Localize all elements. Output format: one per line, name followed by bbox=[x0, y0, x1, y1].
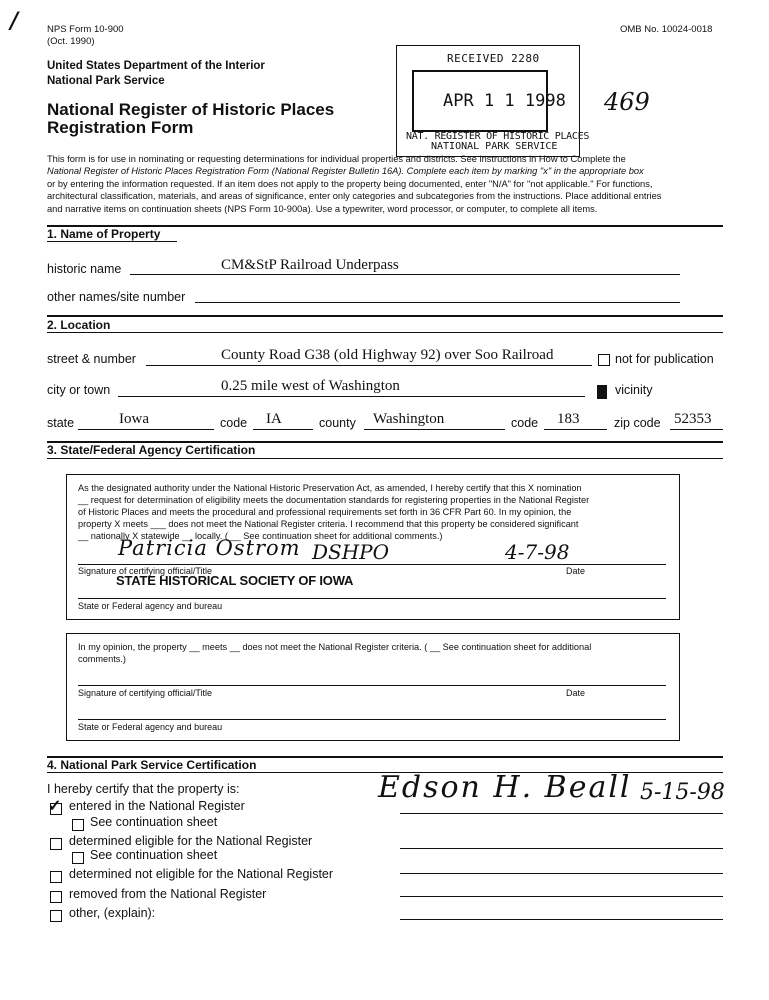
shpo-signature: Patricia Ostrom bbox=[118, 536, 301, 560]
checkmark-icon: ✓ bbox=[48, 798, 62, 815]
historic-name-value[interactable]: CM&StP Railroad Underpass bbox=[221, 257, 399, 273]
handwritten-number: 469 bbox=[604, 88, 650, 116]
agency-line[interactable] bbox=[78, 719, 666, 720]
city-line bbox=[118, 396, 585, 397]
certification-text bbox=[78, 482, 668, 542]
signature-line[interactable] bbox=[78, 564, 666, 565]
state-label: state bbox=[47, 416, 75, 430]
cert-line: of Historic Places and meets the procedural and professional requirements set forth in 36 CFR Part 60. In my opinion, the bbox=[78, 507, 572, 517]
form-date: (Oct. 1990) bbox=[47, 36, 95, 47]
option-line[interactable] bbox=[400, 848, 723, 849]
corner-mark: / bbox=[10, 8, 19, 34]
state-code-value[interactable]: IA bbox=[266, 411, 282, 427]
received-label: RECEIVED 2280 bbox=[447, 52, 540, 65]
county-label: county bbox=[319, 416, 356, 430]
option-not-eligible: determined not eligible for the National Register bbox=[69, 867, 334, 881]
cert-line: __ nationally X statewide __ locally. ( __ See continuation sheet for additional comments.) bbox=[78, 531, 443, 541]
state-code-line bbox=[253, 429, 313, 430]
removed-checkbox[interactable] bbox=[50, 891, 62, 903]
option-line[interactable] bbox=[400, 896, 723, 897]
opinion-line: comments.) bbox=[78, 654, 126, 664]
continuation-checkbox[interactable] bbox=[72, 852, 84, 864]
heading-underline bbox=[47, 458, 723, 459]
state-code-label: code bbox=[220, 416, 248, 430]
option-entered: entered in the National Register bbox=[69, 799, 245, 813]
city-value[interactable]: 0.25 mile west of Washington bbox=[221, 378, 400, 394]
option-other: other, (explain): bbox=[69, 906, 156, 920]
vicinity-checkbox-checked[interactable] bbox=[597, 385, 607, 399]
intro-line: This form is for use in nominating or requesting determinations for individual properties and districts. See instructions in How to Complete the bbox=[47, 154, 626, 164]
option-line[interactable] bbox=[400, 919, 723, 920]
shpo-title-handwritten: DSHPO bbox=[312, 540, 390, 564]
option-line[interactable] bbox=[400, 873, 723, 874]
intro-line: or by entering the information requested. If an item does not apply to the property being documented, enter "N/A" for "not applicable." For functions, bbox=[47, 178, 653, 189]
county-code-line bbox=[544, 429, 607, 430]
form-title: National Register of Historic Places bbox=[47, 100, 335, 119]
agency-line[interactable] bbox=[78, 598, 666, 599]
zip-label: zip code bbox=[614, 416, 661, 430]
state-line bbox=[78, 429, 214, 430]
agency: National Park Service bbox=[47, 75, 165, 87]
date-label: Date bbox=[566, 688, 586, 698]
cert-line: property X meets ___ does not meet the National Register criteria. I recommend that this property be considered significant bbox=[78, 519, 579, 529]
option-line[interactable] bbox=[400, 813, 723, 814]
signature-label: Signature of certifying official/Title bbox=[78, 688, 213, 698]
other-names-label: other names/site number bbox=[47, 290, 186, 304]
date-label: Date bbox=[566, 566, 586, 576]
zip-line bbox=[670, 429, 723, 430]
option-removed: removed from the National Register bbox=[69, 887, 267, 901]
continuation-checkbox[interactable] bbox=[72, 819, 84, 831]
section-rule bbox=[47, 315, 723, 317]
department: United States Department of the Interior bbox=[47, 60, 265, 72]
vicinity-label: vicinity bbox=[615, 383, 653, 397]
opinion-line: In my opinion, the property __ meets __ does not meet the National Register criteria. ( __ See continuation sheet for additional bbox=[78, 642, 592, 652]
intro-line: National Register of Historic Places Registration Form (National Register Bulletin 16A). Complete each item by marking "x" in the appropriate box bbox=[47, 166, 644, 177]
historic-name-label: historic name bbox=[47, 262, 122, 276]
cert-line: __ request for determination of eligibility meets the documentation standards for registering properties in the National Register bbox=[78, 495, 590, 505]
agency-label: State or Federal agency and bureau bbox=[78, 601, 223, 611]
cert-line: As the designated authority under the National Historic Preservation Act, as amended, I hereby certify that this X nomination bbox=[78, 483, 582, 493]
county-code-value[interactable]: 183 bbox=[557, 411, 580, 427]
county-code-label: code bbox=[511, 416, 539, 430]
opinion-text bbox=[78, 641, 668, 665]
not-for-publication-checkbox[interactable] bbox=[598, 354, 610, 366]
intro-paragraph bbox=[47, 153, 723, 215]
other-names-line[interactable] bbox=[195, 302, 680, 303]
section-1-heading: 1. Name of Property bbox=[47, 227, 161, 241]
stamp-line-1: NAT. REGISTER OF HISTORIC PLACES bbox=[406, 131, 590, 142]
heading-underline bbox=[47, 332, 723, 333]
option-eligible: determined eligible for the National Register bbox=[69, 834, 313, 848]
intro-line: architectural classification, materials, and areas of significance, enter only categories and subcategories from the instructions. Place additional entries bbox=[47, 191, 662, 202]
form-number: NPS Form 10-900 bbox=[47, 24, 124, 35]
agency-stamp: STATE HISTORICAL SOCIETY OF IOWA bbox=[116, 573, 354, 588]
historic-name-line bbox=[130, 274, 680, 275]
street-line bbox=[146, 365, 592, 366]
other-checkbox[interactable] bbox=[50, 910, 62, 922]
zip-value[interactable]: 52353 bbox=[674, 411, 712, 427]
form-subtitle: Registration Form bbox=[47, 118, 194, 137]
eligible-checkbox[interactable] bbox=[50, 838, 62, 850]
street-label: street & number bbox=[47, 352, 136, 366]
stamp-line-2: NATIONAL PARK SERVICE bbox=[431, 141, 558, 152]
option-sub-continuation: See continuation sheet bbox=[90, 815, 218, 829]
shpo-date-handwritten: 4-7-98 bbox=[505, 540, 570, 564]
section-2-heading: 2. Location bbox=[47, 318, 111, 332]
received-date: APR 1 1 1998 bbox=[443, 91, 566, 111]
heading-underline bbox=[47, 241, 177, 242]
signature-label: Signature of certifying official/Title bbox=[78, 566, 213, 576]
section-4-heading: 4. National Park Service Certification bbox=[47, 758, 257, 772]
county-value[interactable]: Washington bbox=[373, 411, 445, 427]
section-3-heading: 3. State/Federal Agency Certification bbox=[47, 443, 256, 457]
not-for-publication-label: not for publication bbox=[615, 352, 714, 366]
not-eligible-checkbox[interactable] bbox=[50, 871, 62, 883]
agency-label: State or Federal agency and bureau bbox=[78, 722, 223, 732]
intro-line: and narrative items on continuation sheets (NPS Form 10-900a). Use a typewriter, word processor, or computer, to complete all items. bbox=[47, 203, 598, 214]
keeper-date: 5-15-98 bbox=[640, 780, 725, 805]
signature-line[interactable] bbox=[78, 685, 666, 686]
city-label: city or town bbox=[47, 383, 111, 397]
option-sub-continuation: See continuation sheet bbox=[90, 848, 218, 862]
county-line bbox=[364, 429, 505, 430]
street-value[interactable]: County Road G38 (old Highway 92) over Soo Railroad bbox=[221, 347, 554, 363]
certify-statement: I hereby certify that the property is: bbox=[47, 782, 240, 796]
omb-number: OMB No. 10024-0018 bbox=[620, 24, 713, 35]
keeper-signature: Edson H. Beall bbox=[378, 770, 632, 805]
state-value[interactable]: Iowa bbox=[119, 411, 149, 427]
